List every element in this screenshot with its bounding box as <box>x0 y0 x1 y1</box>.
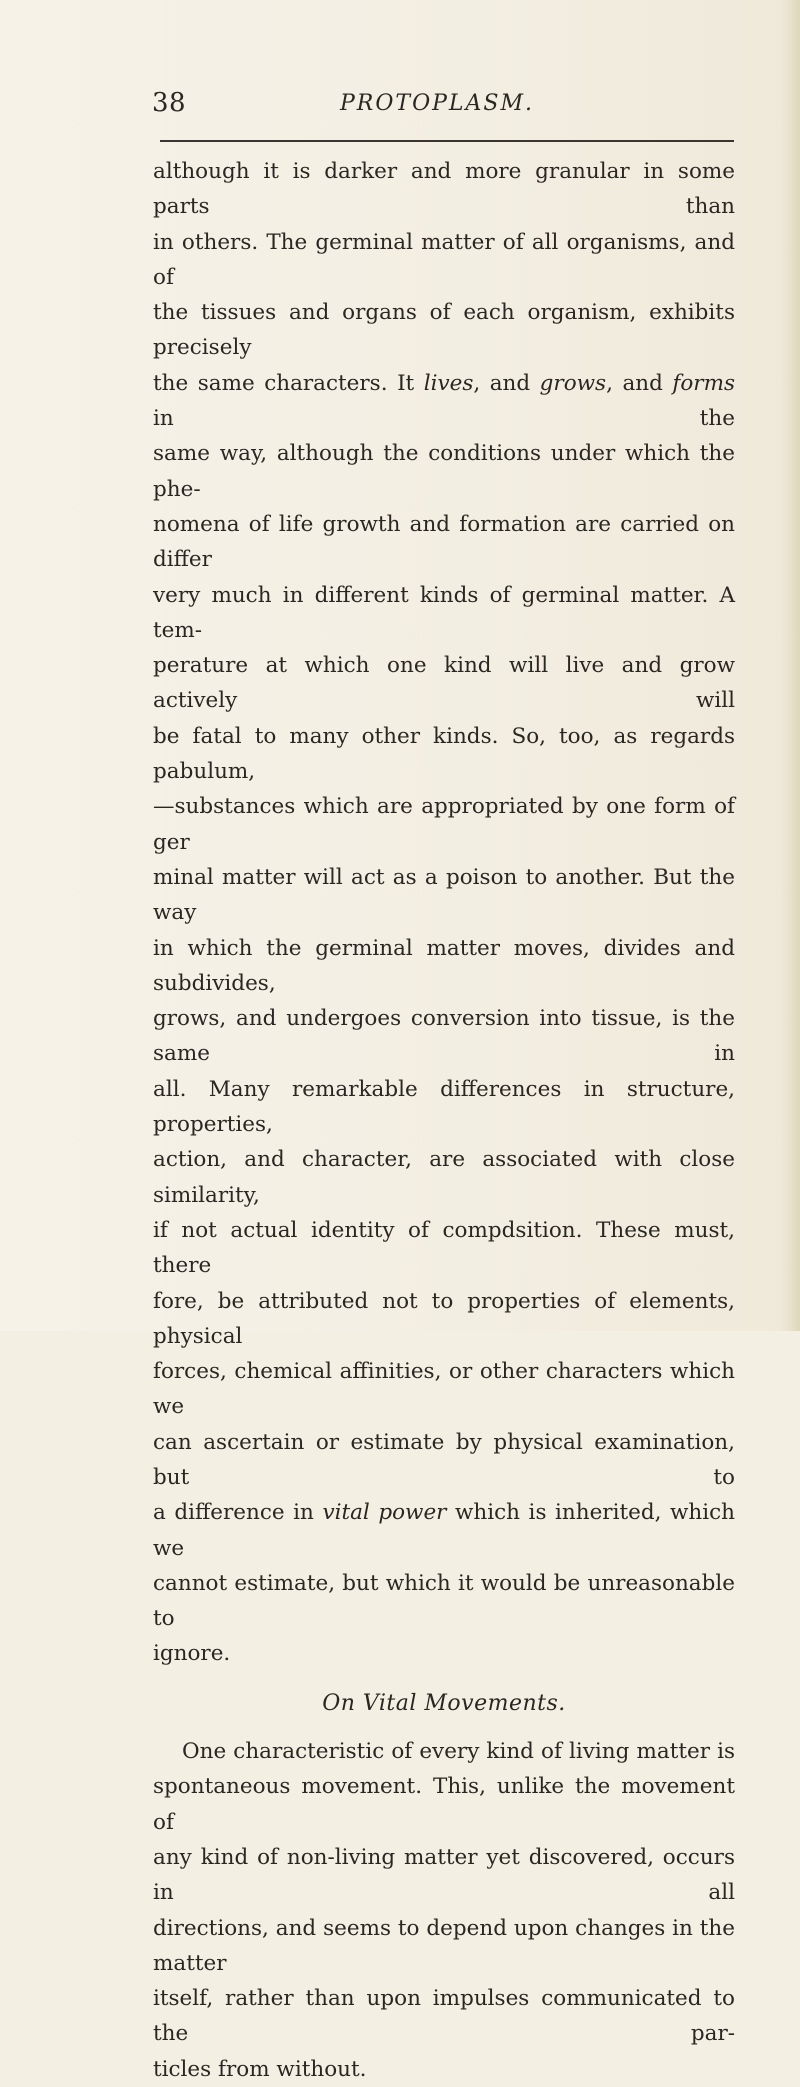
emphasis-grows: grows <box>539 370 607 396</box>
text-line: fore, be attributed not to properties of elements, physical <box>153 1288 735 1349</box>
text-line: action, and character, are associated with close similarity, <box>153 1147 735 1208</box>
paragraph-1 <box>153 154 735 1672</box>
header-rule <box>160 140 734 142</box>
text-line: same way, although the conditions under which the phe- <box>153 441 735 502</box>
text-line: in which the germinal matter moves, divides and subdivides, <box>153 935 735 996</box>
page-number: 38 <box>152 88 187 118</box>
text-line: directions, and seems to depend upon changes in the matter <box>153 1915 735 1976</box>
text-line: forces, chemical affinities, or other characters which we <box>153 1359 735 1420</box>
text-line: if not actual identity of compdsition. These must, there <box>153 1217 735 1279</box>
emphasis-lives: lives <box>423 370 474 396</box>
text-line: very much in different kinds of germinal matter. A tem- <box>153 582 735 643</box>
text-line: minal matter will act as a poison to another. But the way <box>153 864 735 926</box>
body-text <box>153 154 735 2087</box>
text-line: be fatal to many other kinds. So, too, as regards pabulum, <box>153 723 735 785</box>
text-line: ignore. <box>153 1641 231 1667</box>
text-line: although it is darker and more granular in some parts than <box>153 159 735 220</box>
text-line: ticles from without. <box>153 2056 367 2082</box>
text-line: itself, rather than upon impulses communicated to the par- <box>153 1986 735 2047</box>
emphasis-forms: forms <box>672 370 735 396</box>
running-title: PROTOPLASM. <box>340 91 535 116</box>
text-line: the tissues and organs of each organism, exhibits precisely <box>153 300 735 361</box>
text-segment: in the <box>153 406 735 432</box>
text-segment: which is inherited, which we <box>153 1500 735 1561</box>
text-line: perature at which one kind will live and grow actively will <box>153 653 735 714</box>
text-line: —substances which are appropriated by one form of ger <box>153 794 735 855</box>
text-line: nomena of life growth and formation are carried on differ <box>153 511 735 573</box>
text-segment: , and <box>606 370 673 396</box>
text-line <box>153 366 735 437</box>
running-head <box>152 88 734 128</box>
text-line: grows, and undergoes conversion into tissue, is the same in <box>153 1006 735 1067</box>
text-line: any kind of non-living matter yet discovered, occurs in all <box>153 1844 735 1906</box>
text-line: cannot estimate, but which it would be unreasonable to <box>153 1570 735 1632</box>
text-line: all. Many remarkable differences in structure, properties, <box>153 1076 735 1138</box>
emphasis-vital-power: vital power <box>322 1500 447 1526</box>
text-line: in others. The germinal matter of all organisms, and of <box>153 229 735 290</box>
text-line <box>153 1495 735 1566</box>
text-segment: the same characters. It <box>153 370 424 396</box>
paragraph-2 <box>153 1734 735 2087</box>
text-segment: , and <box>473 370 540 396</box>
text-segment: a difference in <box>153 1500 323 1526</box>
text-line: can ascertain or estimate by physical examination, but to <box>153 1429 735 1490</box>
page-edge-shadow <box>780 0 800 1331</box>
text-line: spontaneous movement. This, unlike the movement of <box>153 1774 735 1835</box>
section-heading: On Vital Movements. <box>322 1690 566 1716</box>
text-line: One characteristic of every kind of living matter is <box>182 1739 735 1765</box>
